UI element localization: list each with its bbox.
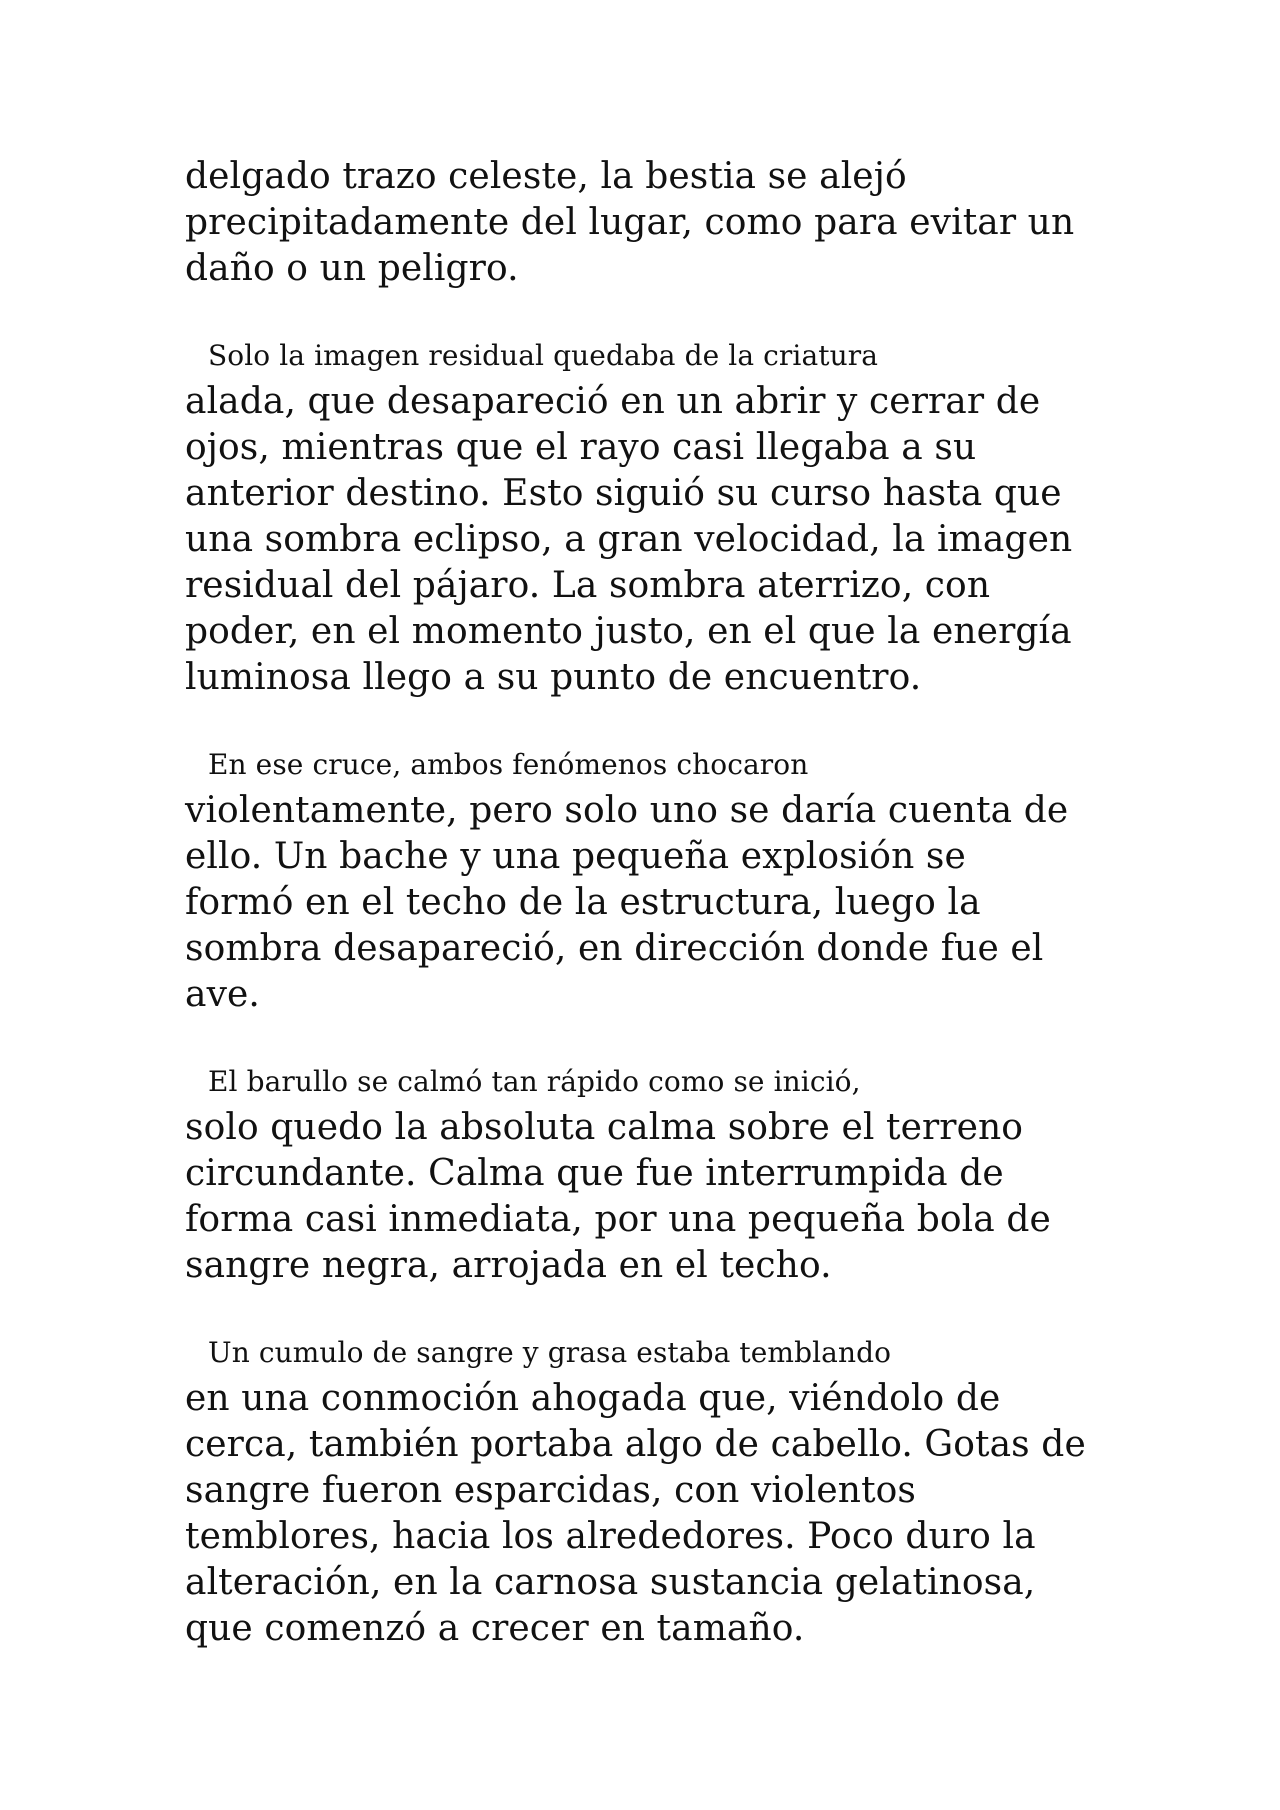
text-line: ello. Un bache y una pequeña explosión se	[185, 836, 966, 877]
text-line: que comenzó a crecer en tamaño.	[185, 1608, 805, 1649]
text-line: temblores, hacia los alrededores. Poco duro la	[185, 1516, 1036, 1557]
text-line: anterior destino. Esto siguió su curso hasta que	[185, 473, 1062, 514]
text-line: en una conmoción ahogada que, viéndolo de	[185, 1378, 1001, 1419]
text-line: sangre fueron esparcidas, con violentos	[185, 1470, 917, 1511]
text-line: Solo la imagen residual quedaba de la criatura	[208, 339, 878, 372]
paragraph-4	[185, 1059, 1135, 1289]
text-line: luminosa llego a su punto de encuentro.	[185, 657, 922, 698]
text-line: circundante. Calma que fue interrumpida de	[185, 1153, 1004, 1194]
text-line: sombra desapareció, en dirección donde fue el	[185, 928, 1044, 969]
text-line: sangre negra, arrojada en el techo.	[185, 1245, 832, 1286]
text-line: En ese cruce, ambos fenómenos chocaron	[208, 748, 809, 781]
text-line: poder, en el momento justo, en el que la energía	[185, 611, 1072, 652]
text-line: cerca, también portaba algo de cabello. Gotas de	[185, 1424, 1086, 1465]
text-line: El barullo se calmó tan rápido como se inició,	[208, 1065, 861, 1098]
text-line: solo quedo la absoluta calma sobre el terreno	[185, 1107, 1024, 1148]
text-line: una sombra eclipso, a gran velocidad, la imagen	[185, 519, 1073, 560]
text-line: daño o un peligro.	[185, 248, 519, 289]
paragraph-3	[185, 742, 1135, 1018]
paragraph-1	[185, 154, 1135, 292]
paragraph-2	[185, 333, 1135, 701]
text-line: forma casi inmediata, por una pequeña bola de	[185, 1199, 1051, 1240]
text-line: precipitadamente del lugar, como para evitar un	[185, 202, 1075, 243]
paragraph-5	[185, 1330, 1135, 1652]
text-line: delgado trazo celeste, la bestia se alejó	[185, 156, 907, 197]
text-line: alada, que desapareció en un abrir y cerrar de	[185, 381, 1041, 422]
text-line: Un cumulo de sangre y grasa estaba temblando	[208, 1336, 892, 1369]
text-line: residual del pájaro. La sombra aterrizo, con	[185, 565, 991, 606]
text-line: alteración, en la carnosa sustancia gelatinosa,	[185, 1562, 1036, 1603]
text-line: formó en el techo de la estructura, luego la	[185, 882, 981, 923]
body-text	[185, 154, 1135, 1693]
text-line: ojos, mientras que el rayo casi llegaba a su	[185, 427, 977, 468]
text-line: ave.	[185, 974, 260, 1015]
text-line: violentamente, pero solo uno se daría cuenta de	[185, 790, 1069, 831]
